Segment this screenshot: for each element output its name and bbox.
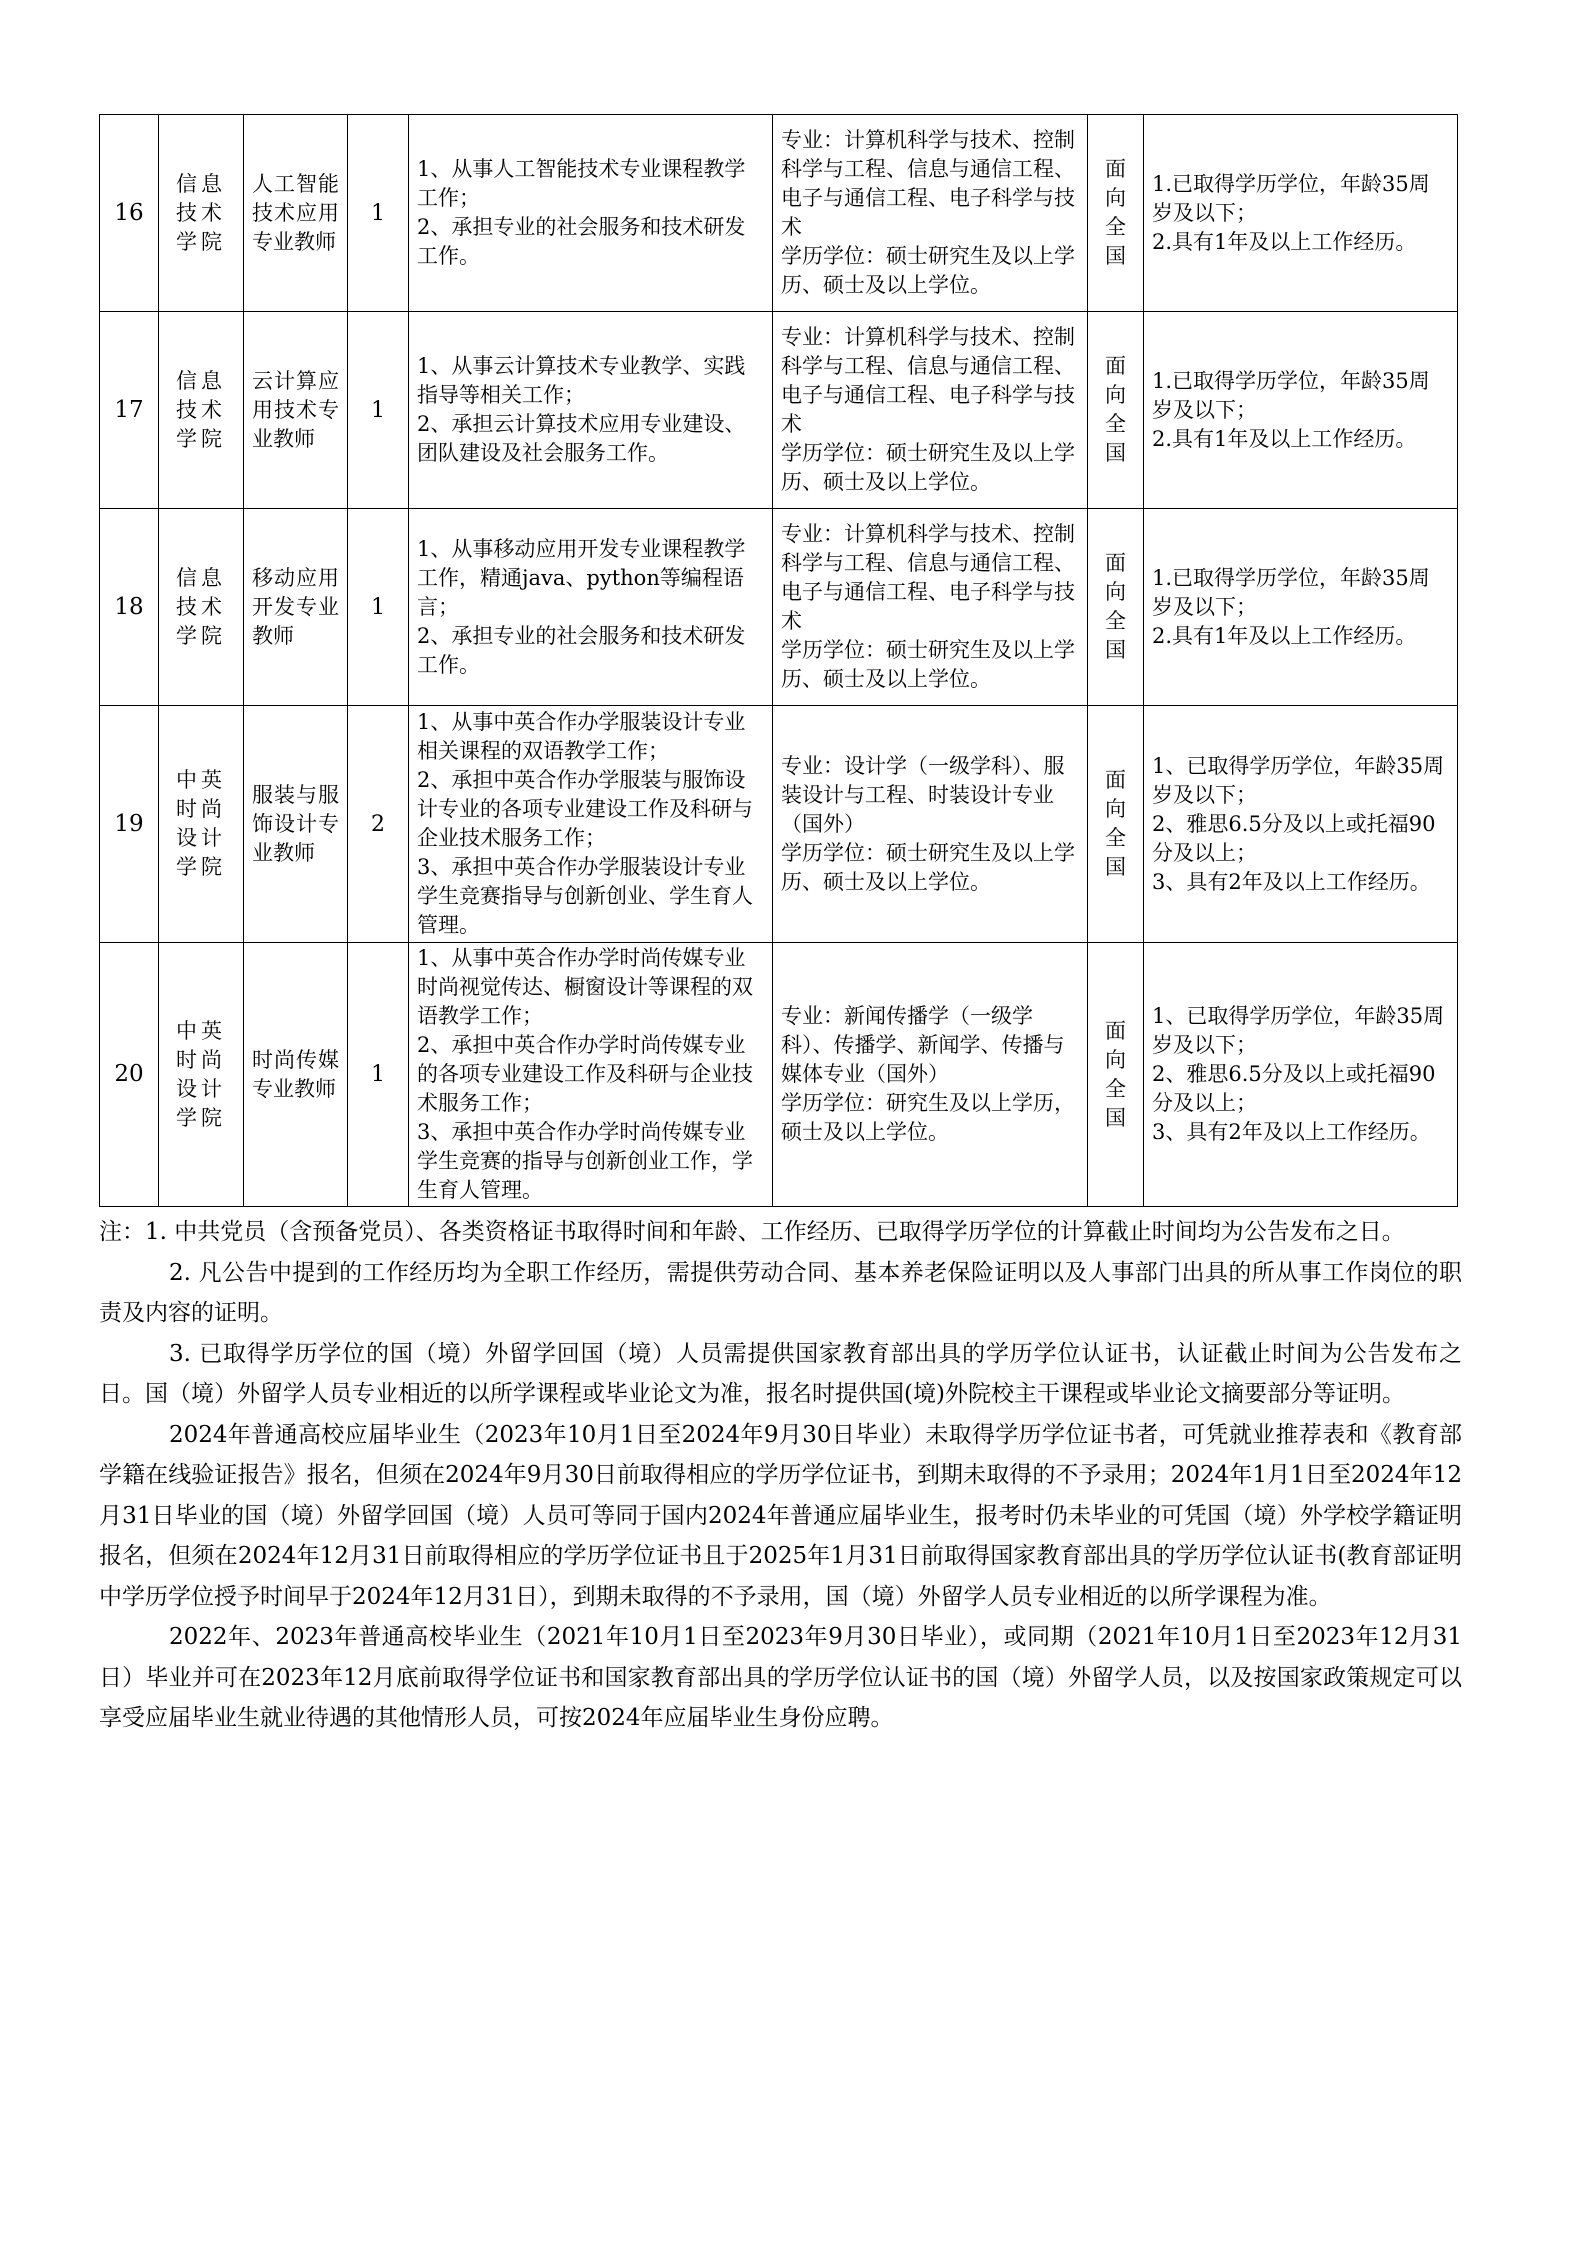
row-number: 17 — [100, 312, 159, 509]
table-row — [100, 312, 1458, 509]
department-cell: 中英时尚设计学院 — [159, 706, 244, 943]
major-degree-cell: 专业：设计学（一级学科）、服装设计与工程、时装设计专业（国外） 学历学位：硕士研究生及以上学历、硕士及以上学位。 — [773, 706, 1088, 943]
scope-cell: 面向全国 — [1088, 509, 1144, 706]
duties-cell: 1、从事云计算技术专业教学、实践指导等相关工作； 2、承担云计算技术应用专业建设、团队建设及社会服务工作。 — [409, 312, 773, 509]
headcount-cell: 1 — [348, 312, 409, 509]
headcount-cell: 1 — [348, 943, 409, 1207]
note-graduates-2022-2023: 2022年、2023年普通高校毕业生（2021年10月1日至2023年9月30日毕业），或同期（2021年10月1日至2023年12月31日）毕业并可在2023年12月底前取得学位证书和国家教育部出具的学历学位认证书的国（境）外留学人员，以及按国家政策规定可以享受应届毕业生就业待遇的其他情形人员，可按2024年应届毕业生身份应聘。 — [99, 1624, 1462, 1731]
duties-cell: 1、从事人工智能技术专业课程教学工作； 2、承担专业的社会服务和技术研发工作。 — [409, 115, 773, 312]
headcount-cell: 2 — [348, 706, 409, 943]
requirements-cell: 1、已取得学历学位，年龄35周岁及以下； 2、雅思6.5分及以上或托福90分及以上； 3、具有2年及以上工作经历。 — [1144, 706, 1458, 943]
note-2: 2. 凡公告中提到的工作经历均为全职工作经历，需提供劳动合同、基本养老保险证明以及人事部门出具的所从事工作岗位的职责及内容的证明。 — [99, 1259, 1462, 1326]
duties-cell: 1、从事中英合作办学服装设计专业相关课程的双语教学工作； 2、承担中英合作办学服装与服饰设计专业的各项专业建设工作及科研与企业技术服务工作； 3、承担中英合作办学服装设计专业学生竞赛指导与创新创业、学生育人管理。 — [409, 706, 773, 943]
note-1: 注：1. 中共党员（含预备党员）、各类资格证书取得时间和年龄、工作经历、已取得学历学位的计算截止时间均为公告发布之日。 — [99, 1219, 1405, 1245]
notes-section — [99, 1212, 1462, 1739]
table-row — [100, 115, 1458, 312]
major-degree-cell: 专业：计算机科学与技术、控制科学与工程、信息与通信工程、电子与通信工程、电子科学与技术 学历学位：硕士研究生及以上学历、硕士及以上学位。 — [773, 115, 1088, 312]
requirements-cell: 1.已取得学历学位，年龄35周岁及以下； 2.具有1年及以上工作经历。 — [1144, 115, 1458, 312]
duties-cell: 1、从事移动应用开发专业课程教学工作，精通java、python等编程语言； 2、承担专业的社会服务和技术研发工作。 — [409, 509, 773, 706]
requirements-cell: 1.已取得学历学位，年龄35周岁及以下； 2.具有1年及以上工作经历。 — [1144, 312, 1458, 509]
row-number: 16 — [100, 115, 159, 312]
major-degree-cell: 专业：新闻传播学（一级学科）、传播学、新闻学、传播与媒体专业（国外） 学历学位：研究生及以上学历，硕士及以上学位。 — [773, 943, 1088, 1207]
scope-cell: 面向全国 — [1088, 312, 1144, 509]
position-cell: 服装与服饰设计专业教师 — [244, 706, 348, 943]
note-graduates-2024: 2024年普通高校应届毕业生（2023年10月1日至2024年9月30日毕业）未取得学历学位证书者，可凭就业推荐表和《教育部学籍在线验证报告》报名，但须在2024年9月30日前取得相应的学历学位证书，到期未取得的不予录用；2024年1月1日至2024年12月31日毕业的国（境）外留学回国（境）人员可等同于国内2024年普通应届毕业生，报考时仍未毕业的可凭国（境）外学校学籍证明报名，但须在2024年12月31日前取得相应的学历学位证书且于2025年1月31日前取得国家教育部出具的学历学位认证书(教育部证明中学历学位授予时间早于2024年12月31日），到期未取得的不予录用，国（境）外留学人员专业相近的以所学课程为准。 — [99, 1421, 1462, 1610]
duties-cell: 1、从事中英合作办学时尚传媒专业时尚视觉传达、橱窗设计等课程的双语教学工作； 2、承担中英合作办学时尚传媒专业的各项专业建设工作及科研与企业技术服务工作； 3、承担中英合作办学时尚传媒专业学生竞赛的指导与创新创业工作，学生育人管理。 — [409, 943, 773, 1207]
major-degree-cell: 专业：计算机科学与技术、控制科学与工程、信息与通信工程、电子与通信工程、电子科学与技术 学历学位：硕士研究生及以上学历、硕士及以上学位。 — [773, 509, 1088, 706]
table-row — [100, 943, 1458, 1207]
position-cell: 人工智能技术应用专业教师 — [244, 115, 348, 312]
department-cell: 信息技术学院 — [159, 312, 244, 509]
table-row — [100, 509, 1458, 706]
department-cell: 信息技术学院 — [159, 509, 244, 706]
position-cell: 时尚传媒专业教师 — [244, 943, 348, 1207]
positions-table — [99, 114, 1458, 1207]
position-cell: 移动应用开发专业教师 — [244, 509, 348, 706]
position-cell: 云计算应用技术专业教师 — [244, 312, 348, 509]
row-number: 19 — [100, 706, 159, 943]
scope-cell: 面向全国 — [1088, 943, 1144, 1207]
department-cell: 中英时尚设计学院 — [159, 943, 244, 1207]
table-row — [100, 706, 1458, 943]
row-number: 18 — [100, 509, 159, 706]
row-number: 20 — [100, 943, 159, 1207]
headcount-cell: 1 — [348, 509, 409, 706]
department-cell: 信息技术学院 — [159, 115, 244, 312]
note-3: 3. 已取得学历学位的国（境）外留学回国（境）人员需提供国家教育部出具的学历学位认证书，认证截止时间为公告发布之日。国（境）外留学人员专业相近的以所学课程或毕业论文为准，报名时提供国(境)外院校主干课程或毕业论文摘要部分等证明。 — [99, 1340, 1462, 1407]
scope-cell: 面向全国 — [1088, 115, 1144, 312]
requirements-cell: 1.已取得学历学位，年龄35周岁及以下； 2.具有1年及以上工作经历。 — [1144, 509, 1458, 706]
requirements-cell: 1、已取得学历学位，年龄35周岁及以下； 2、雅思6.5分及以上或托福90分及以上； 3、具有2年及以上工作经历。 — [1144, 943, 1458, 1207]
major-degree-cell: 专业：计算机科学与技术、控制科学与工程、信息与通信工程、电子与通信工程、电子科学与技术 学历学位：硕士研究生及以上学历、硕士及以上学位。 — [773, 312, 1088, 509]
scope-cell: 面向全国 — [1088, 706, 1144, 943]
headcount-cell: 1 — [348, 115, 409, 312]
